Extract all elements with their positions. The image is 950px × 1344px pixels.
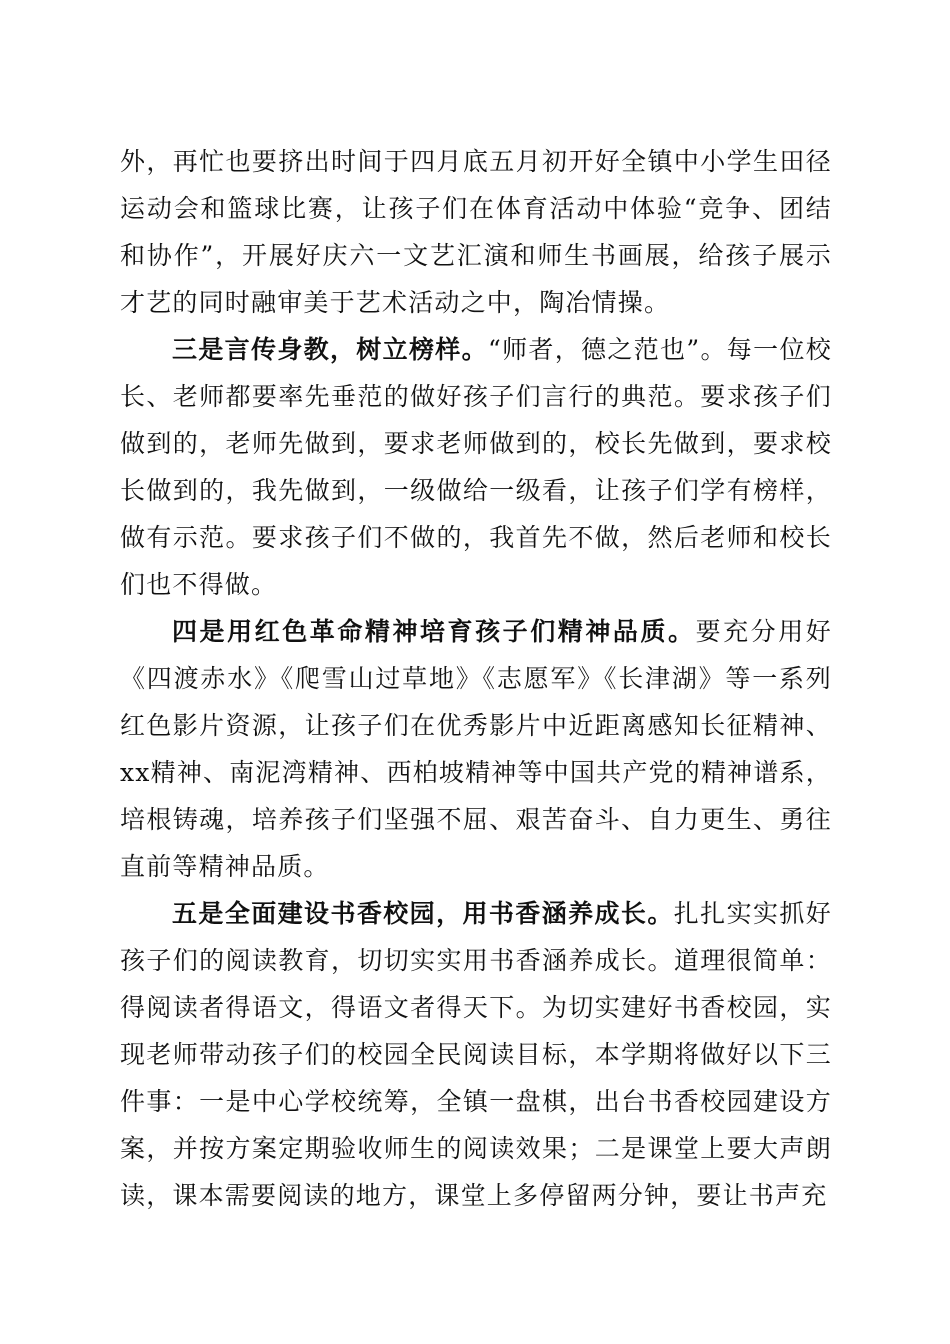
paragraph-3-heading: 四是用红色革命精神培育孩子们精神品质。 [172, 617, 696, 646]
paragraph-4-text: 扎扎实实抓好孩子们的阅读教育，切切实实用书香涵养成长。道理很简单：得阅读者得语文，得语文者得天下。为切实建好书香校园，实现老师带动孩子们的校园全民阅读目标，本学期将做好以下三件事：一是中心学校统筹，全镇一盘棋，出台书香校园建设方案，并按方案定期验收师生的阅读效果；二是课堂上要大声朗读，课本需要阅读的地方，课堂上多停留两分钟，要让书声充 [120, 899, 832, 1210]
paragraph-2 [120, 326, 832, 608]
paragraph-3 [120, 608, 832, 890]
paragraph-4-heading: 五是全面建设书香校园，用书香涵养成长。 [172, 899, 674, 928]
paragraph-1 [120, 138, 832, 326]
document-body [120, 138, 832, 1219]
paragraph-2-text: “师者，德之范也”。每一位校长、老师都要率先垂范的做好孩子们言行的典范。要求孩子们做到的，老师先做到，要求老师做到的，校长先做到，要求校长做到的，我先做到，一级做给一级看，让孩子们学有榜样，做有示范。要求孩子们不做的，我首先不做，然后老师和校长们也不得做。 [120, 335, 832, 599]
paragraph-3-text: 要充分用好《四渡赤水》《爬雪山过草地》《志愿军》《长津湖》等一系列红色影片资源，让孩子们在优秀影片中近距离感知长征精神、xx精神、南泥湾精神、西柏坡精神等中国共产党的精神谱系，培根铸魂，培养孩子们坚强不屈、艰苦奋斗、自力更生、勇往直前等精神品质。 [120, 617, 832, 881]
paragraph-1-text: 外，再忙也要挤出时间于四月底五月初开好全镇中小学生田径运动会和篮球比赛，让孩子们在体育活动中体验“竞争、团结和协作”，开展好庆六一文艺汇演和师生书画展，给孩子展示才艺的同时融审美于艺术活动之中，陶冶情操。 [120, 147, 832, 317]
paragraph-4 [120, 890, 832, 1219]
paragraph-2-heading: 三是言传身教，树立榜样。 [172, 335, 488, 364]
